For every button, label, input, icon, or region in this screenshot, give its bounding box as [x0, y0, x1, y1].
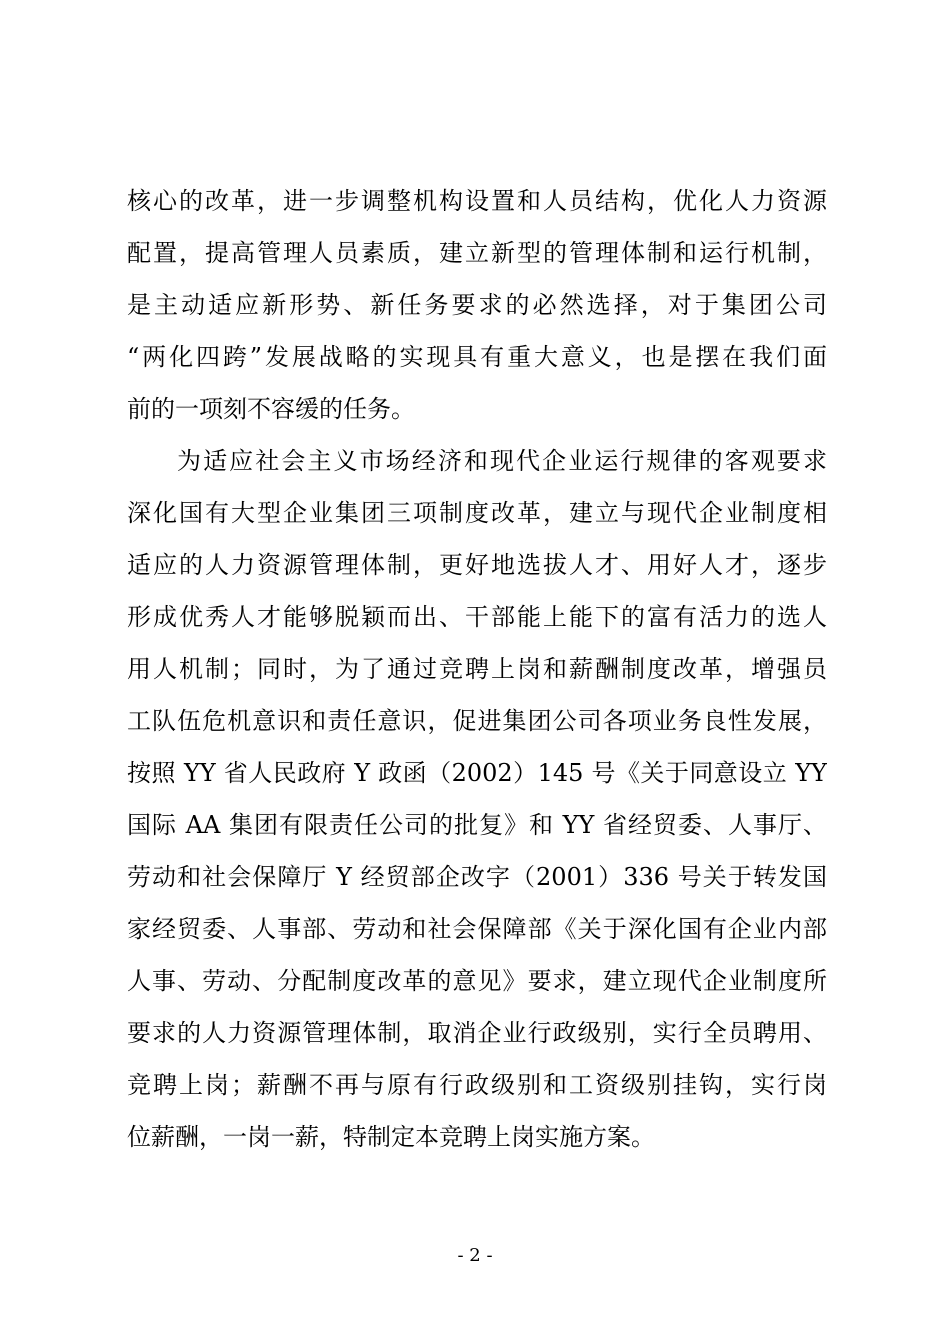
text-line: “两化四跨”发展战略的实现具有重大意义，也是摆在我们面	[127, 343, 827, 371]
text-line: 工队伍危机意识和责任意识，促进集团公司各项业务良性发展，	[127, 707, 827, 735]
text-line: 深化国有大型企业集团三项制度改革，建立与现代企业制度相	[127, 499, 827, 527]
text-line: 为适应社会主义市场经济和现代企业运行规律的客观要求	[177, 447, 827, 475]
text-line: 国际 AA 集团有限责任公司的批复》和 YY 省经贸委、人事厅、	[127, 811, 827, 839]
text-line: 要求的人力资源管理体制，取消企业行政级别，实行全员聘用、	[127, 1019, 827, 1047]
text-line: 是主动适应新形势、新任务要求的必然选择，对于集团公司	[127, 291, 827, 319]
text-line: 人事、劳动、分配制度改革的意见》要求，建立现代企业制度所	[127, 967, 827, 995]
text-line: 前的一项刻不容缓的任务。	[127, 395, 415, 423]
text-line: 劳动和社会保障厅 Y 经贸部企改字（2001）336 号关于转发国	[127, 863, 827, 891]
text-line: 位薪酬，一岗一薪，特制定本竞聘上岗实施方案。	[127, 1123, 655, 1151]
text-line: 适应的人力资源管理体制，更好地选拔人才、用好人才，逐步	[127, 551, 827, 579]
text-line: 配置，提高管理人员素质，建立新型的管理体制和运行机制，	[127, 239, 827, 267]
text-line: 用人机制；同时，为了通过竞聘上岗和薪酬制度改革，增强员	[127, 655, 827, 683]
text-line: 竞聘上岗；薪酬不再与原有行政级别和工资级别挂钩，实行岗	[127, 1071, 827, 1099]
text-line: 核心的改革，进一步调整机构设置和人员结构，优化人力资源	[127, 187, 827, 215]
page-number: - 2 -	[457, 1245, 493, 1266]
text-line: 形成优秀人才能够脱颖而出、干部能上能下的富有活力的选人	[127, 603, 827, 631]
text-line: 按照 YY 省人民政府 Y 政函（2002）145 号《关于同意设立 YY	[127, 759, 827, 787]
text-line: 家经贸委、人事部、劳动和社会保障部《关于深化国有企业内部	[127, 915, 827, 943]
